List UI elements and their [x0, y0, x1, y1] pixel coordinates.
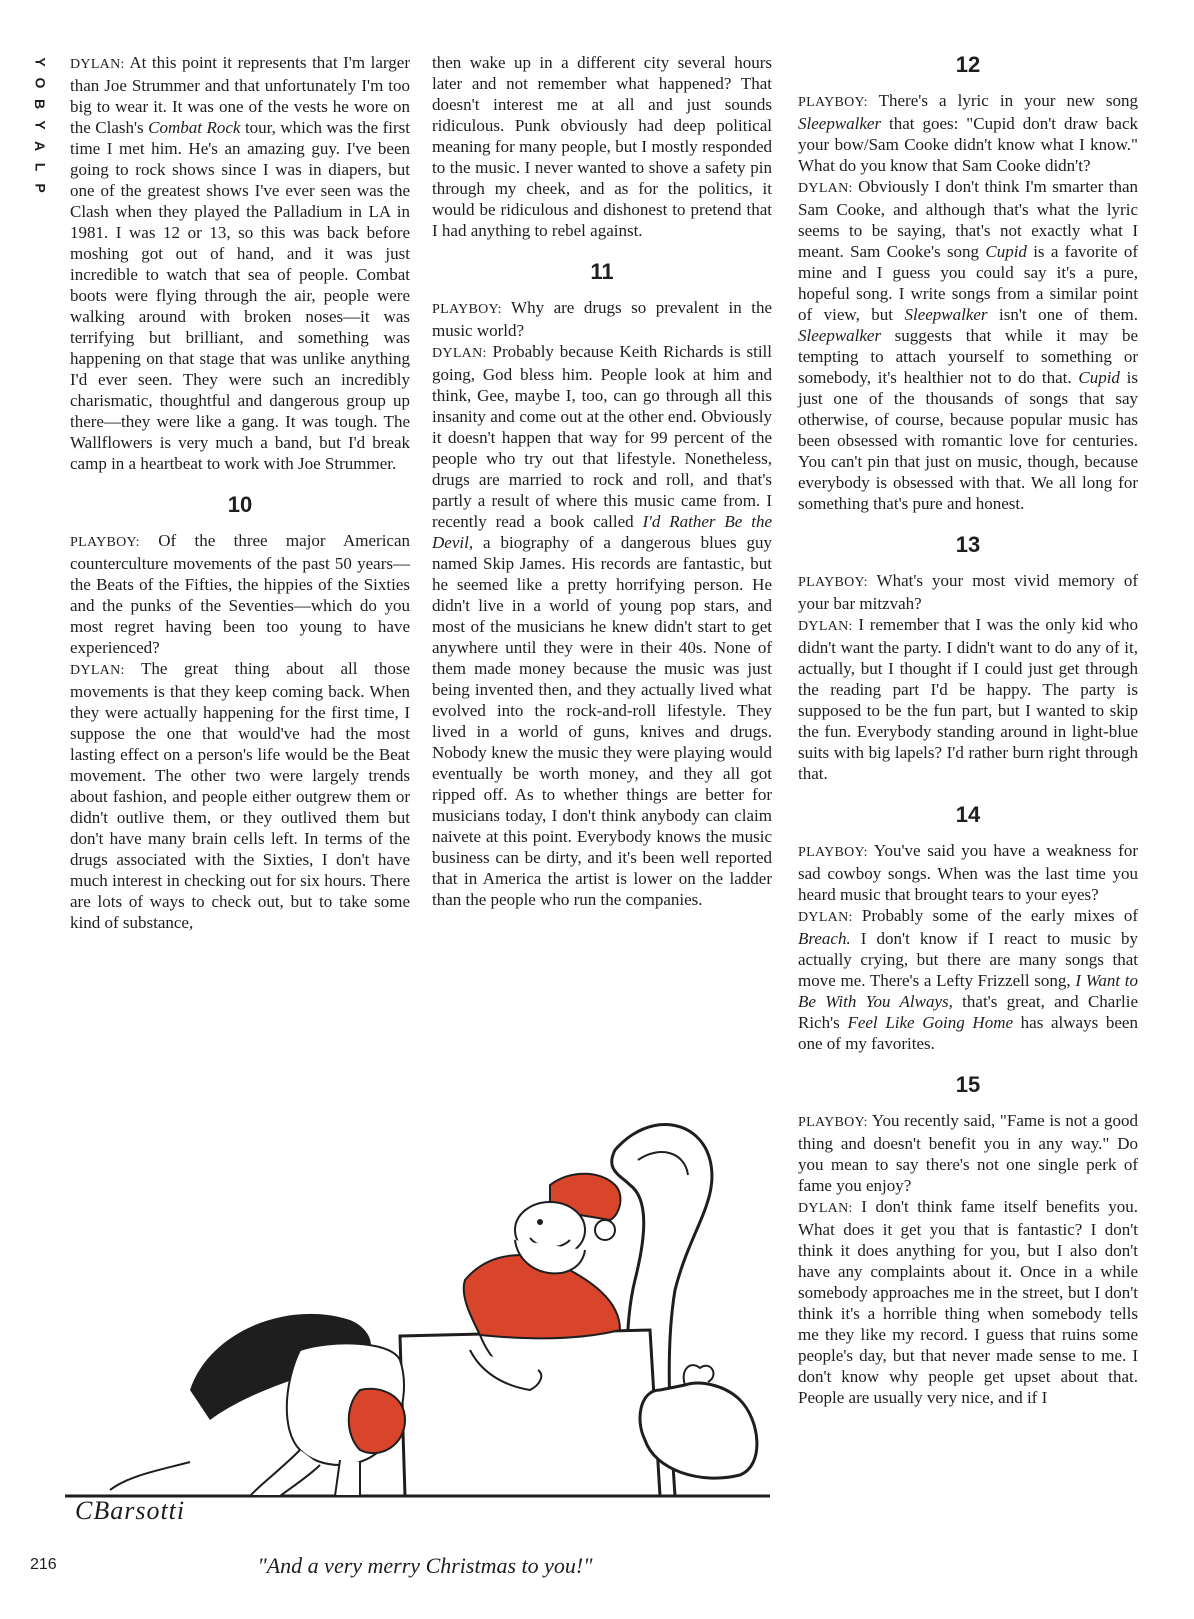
- speaker-playboy: PLAYBOY:: [798, 845, 868, 860]
- question-number-12: 12: [955, 52, 981, 77]
- playboy-sidebar-wordmark: [30, 52, 50, 199]
- page-number: 216: [30, 1556, 57, 1573]
- speaker-dylan: DYLAN:: [798, 619, 853, 634]
- answer-10-continued: then wake up in a different city several hours later and not remember what happened? That doesn't interest me at all and just sounds ridiculous. Punk obviously had deep political meaning for many people, but I mostly responded to the music. I never wanted to shove a safety pin through my cheek, and as for the politics, it would be ridiculous and dishonest to pretend that I had anything to rebel against.: [432, 53, 772, 240]
- question-number-11: 11: [590, 259, 614, 284]
- column-3: [798, 52, 1138, 1408]
- speaker-playboy: PLAYBOY:: [432, 302, 502, 317]
- sidebar-letter: Y: [32, 57, 49, 68]
- question-15: PLAYBOY: You recently said, "Fame is not a good thing and doesn't benefit you in any way." Do you mean to say there's not one single perk of fame you enjoy?: [798, 1111, 1138, 1195]
- speaker-dylan: DYLAN:: [798, 1201, 853, 1216]
- cartoon-caption: "And a very merry Christmas to you!": [257, 1553, 593, 1578]
- column-2: [432, 52, 772, 910]
- speaker-dylan: DYLAN:: [798, 181, 853, 196]
- question-number-14: 14: [955, 802, 981, 827]
- artist-signature: CBarsotti: [75, 1496, 186, 1525]
- question-11: PLAYBOY: Why are drugs so prevalent in the music world?: [432, 298, 772, 340]
- sidebar-letter: P: [32, 183, 49, 194]
- speaker-playboy: PLAYBOY:: [798, 95, 868, 110]
- speaker-dylan: DYLAN:: [70, 57, 125, 72]
- floor-cord: [110, 1462, 190, 1490]
- question-14: PLAYBOY: You've said you have a weakness for sad cowboy songs. When was the last time you heard music that brought tears to your eyes?: [798, 841, 1138, 904]
- woman-red-shorts: [349, 1389, 405, 1453]
- speaker-dylan: DYLAN:: [70, 663, 125, 678]
- sidebar-letter: A: [32, 140, 49, 153]
- question-number-10: 10: [227, 492, 253, 517]
- sidebar-letter: O: [32, 77, 49, 90]
- speaker-playboy: PLAYBOY:: [70, 535, 140, 550]
- armchair-seat: [400, 1330, 660, 1496]
- question-number-13: 13: [955, 532, 981, 557]
- sidebar-letter: Y: [32, 120, 49, 131]
- speaker-playboy: PLAYBOY:: [798, 575, 868, 590]
- question-number-15: 15: [955, 1072, 981, 1097]
- answer-15: DYLAN: I don't think fame itself benefits you. What does it get you that is fantastic? I don't think it does anything for you, but I also don't have any complaints about it. Once in a while somebody approaches me in the street, but I don't think it's a horrible thing when somebody tells me they like my record. I guess that ruins some people's day, but that never made sense to me. I don't know why people get upset about that. People are usually very nice, and if I: [798, 1197, 1138, 1407]
- answer-14: DYLAN: Probably some of the early mixes of Breach. I don't know if I react to music by actually crying, but there are many songs that move me. There's a Lefty Frizzell song, I Want to Be With You Always, that's great, and Charlie Rich's Feel Like Going Home has always been one of my favorites.: [798, 906, 1138, 1053]
- answer-13: DYLAN: I remember that I was the only kid who didn't want the party. I didn't want to do any of it, actually, but I thought if I could just get through the reading part I'd be happy. The party is supposed to be the fun part, but I wanted to skip the fun. Everybody standing around in light-blue suits with big lapels? I'd rather burn right through that.: [798, 615, 1138, 783]
- speaker-dylan: DYLAN:: [432, 346, 487, 361]
- answer-10: DYLAN: The great thing about all those movements is that they keep coming back. When they were actually happening for the first time, I suppose the one that would've had the most lasting effect on a person's life would be the Beat movement. The other two were largely trends about fashion, and people either outgrew them or didn't outlive them, or they outlived them but don't have many brain cells left. In terms of the drugs associated with the Sixties, I don't have much interest in checking out for six hours. There are lots of ways to check out, but to take some kind of substance,: [70, 659, 410, 932]
- sidebar-letter: B: [32, 98, 49, 111]
- santa-cartoon-illustration: [60, 1090, 780, 1560]
- speaker-playboy: PLAYBOY:: [798, 1115, 868, 1130]
- column-1: [70, 52, 410, 933]
- sidebar-letter: L: [32, 162, 49, 173]
- speaker-dylan: DYLAN:: [798, 910, 853, 925]
- question-13: PLAYBOY: What's your most vivid memory of your bar mitzvah?: [798, 571, 1138, 613]
- answer-9-continued: DYLAN: At this point it represents that I'm larger than Joe Strummer and that unfortunately I'm too big to wear it. It was one of the vests he wore on the Clash's Combat Rock tour, which was the first time I met him. He's an amazing guy. I've been going to rock shows since I was in diapers, but one of the greatest shows I've ever seen was the Clash when they played the Palladium in LA in 1981. I was 12 or 13, so this was back before moshing got out of hand, and it was just incredible to watch that sea of people. Combat boots were flying through the air, people were walking around with broken noses—it was terrifying but brilliant, and something was happening on that stage that was unlike anything I'd ever seen. They were such an incredibly charismatic, thoughtful and dangerous group up there—they were like a gang. It was tough. The Wallflowers is very much a band, but I'd break camp in a heartbeat to work with Joe Strummer.: [70, 53, 410, 473]
- question-10: PLAYBOY: Of the three major American counterculture movements of the past 50 years—the Beats of the Fifties, the hippies of the Sixties and the punks of the Seventies—which do you most regret having been too young to have experienced?: [70, 531, 411, 657]
- answer-12: DYLAN: Obviously I don't think I'm smarter than Sam Cooke, and although that's what the lyric seems to be saying, that's not exactly what I meant. Sam Cooke's song Cupid is a favorite of mine and I guess you could say it's a pure, hopeful song. I write songs from a similar point of view, but Sleepwalker isn't one of them. Sleepwalker suggests that while it may be tempting to attach yourself to something or somebody, it's healthier not to do that. Cupid is just one of the thousands of songs that say otherwise, of course, because popular music has been obsessed with romantic love for centuries. You can't pin that just on music, though, because everybody is obsessed with that. We all long for something that's pure and honest.: [798, 177, 1138, 513]
- answer-11: DYLAN: Probably because Keith Richards is still going, God bless him. People look at him and think, Gee, maybe I, too, can go through all this insanity and come out at the other end. Obviously it doesn't happen that way for 99 percent of the people who try out that lifestyle. Nonetheless, drugs are married to rock and roll, and that's partly a result of where this music came from. I recently read a book called I'd Rather Be the Devil, a biography of a dangerous blues guy named Skip James. His records are fantastic, but he seemed like a pretty horrifying person. He didn't live in a world of young pop stars, and most of the musicians he knew didn't start to get anywhere until they were in their 40s. None of them made money because the music was just being invented then, and they actually lived what evolved into the rock-and-roll lifestyle. They lived in a world of guns, knives and drugs. Nobody knew the music they were playing would eventually be worth money, and they all got ripped off. As to whether things are better for musicians today, I don't think anybody can claim naivete at this point. Everybody knows the music business can be dirty, and it's been well reported that in America the artist is lower on the ladder than the people who run the companies.: [432, 342, 773, 909]
- question-12: PLAYBOY: There's a lyric in your new song Sleepwalker that goes: "Cupid don't draw back your bow/Sam Cooke didn't know what I know." What do you know that Sam Cooke didn't?: [798, 91, 1138, 175]
